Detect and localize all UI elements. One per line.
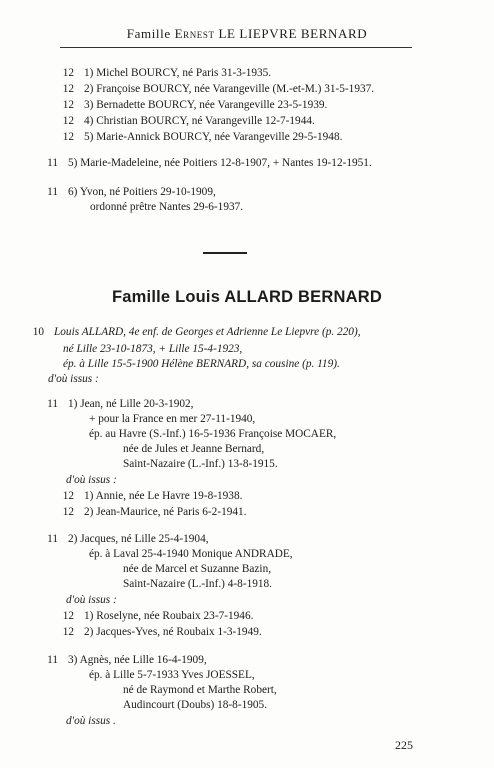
page-number: 225: [395, 738, 413, 752]
entry-agnes-line: ép. à Lille 5-7-1933 Yves JOESSEL,: [89, 669, 255, 681]
header-family-name: LE LIEPVRE BERNARD: [218, 26, 368, 41]
entry-jean: 11 1) Jean, né Lille 20-3-1902,: [47, 398, 194, 410]
jacques-issus: d'où issus :: [66, 594, 117, 606]
page-header: [0, 26, 494, 42]
entry-marie-madeleine: 11 5) Marie-Madeleine, née Poitiers 12-8-1907, + Nantes 19-12-1951.: [47, 157, 372, 169]
list-item: 12 2) Jacques-Yves, né Roubaix 1-3-1949.: [62, 626, 262, 638]
entry-yvon-line2: ordonné prêtre Nantes 29-6-1937.: [90, 201, 244, 213]
entry-jacques-line: ép. à Laval 25-4-1940 Monique ANDRADE,: [89, 548, 293, 560]
entry-agnes-line: né de Raymond et Marthe Robert,: [123, 684, 277, 696]
list-item: 12 2) Françoise BOURCY, née Varangeville (M.-et-M.) 31-5-1937.: [62, 83, 375, 95]
louis-issus: d'où issus :: [48, 373, 99, 385]
entry-jean-line: + pour la France en mer 27-11-1940,: [89, 413, 256, 425]
list-item: 12 1) Annie, née Le Havre 19-8-1938.: [62, 490, 243, 502]
entry-jean-line: Saint-Nazaire (L.-Inf.) 13-8-1915.: [123, 458, 278, 470]
agnes-issus: d'où issus .: [66, 715, 116, 727]
list-item: 12 1) Roselyne, née Roubaix 23-7-1946.: [62, 610, 254, 622]
jean-issus: d'où issus :: [66, 474, 117, 486]
header-rule: [60, 47, 412, 48]
header-first-name: Ernest: [174, 26, 215, 41]
entry-jean-line: née de Jules et Jeanne Bernard,: [123, 443, 265, 455]
entry-jacques-line: Saint-Nazaire (L.-Inf.) 4-8-1918.: [123, 578, 272, 590]
entry-louis-line3: ép. à Lille 15-5-1900 Hélène BERNARD, sa cousine (p. 119).: [63, 358, 340, 370]
header-prefix: Famille: [126, 26, 171, 41]
entry-jacques-line: née de Marcel et Suzanne Bazin,: [123, 563, 272, 575]
entry-jean-line: ép. au Havre (S.-Inf.) 16-5-1936 Françoise MOCAER,: [89, 428, 337, 440]
list-item: 12 3) Bernadette BOURCY, née Varangeville 23-5-1939.: [62, 99, 328, 111]
family-title: Famille Louis ALLARD BERNARD: [112, 288, 382, 306]
list-item: 12 2) Jean-Maurice, né Paris 6-2-1941.: [62, 506, 247, 518]
entry-jacques: 11 2) Jacques, né Lille 25-4-1904,: [47, 533, 209, 545]
list-item: 12 4) Christian BOURCY, né Varangeville 12-7-1944.: [62, 115, 315, 127]
entry-louis-line2: né Lille 23-10-1873, + Lille 15-4-1923,: [63, 343, 243, 355]
entry-agnes-line: Audincourt (Doubs) 18-8-1905.: [123, 699, 268, 711]
entry-agnes: 11 3) Agnès, née Lille 16-4-1909,: [47, 654, 207, 666]
list-item: 12 1) Michel BOURCY, né Paris 31-3-1935.: [62, 67, 272, 79]
list-item: 12 5) Marie-Annick BOURCY, née Varangeville 29-5-1948.: [62, 131, 343, 143]
section-divider: [203, 252, 247, 254]
entry-yvon: 11 6) Yvon, né Poitiers 29-10-1909,: [47, 186, 216, 198]
entry-louis: 10 Louis ALLARD, 4e enf. de Georges et Adrienne Le Liepvre (p. 220),: [32, 326, 361, 338]
